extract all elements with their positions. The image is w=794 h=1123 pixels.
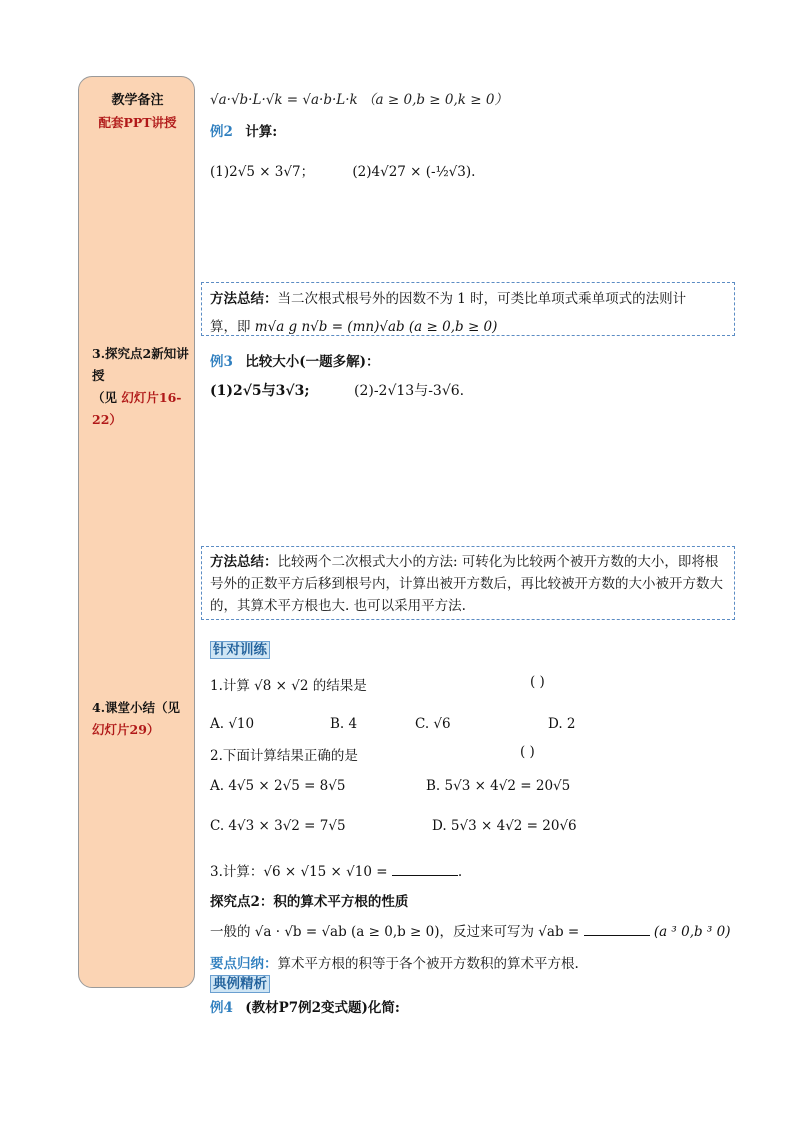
question-1-options: [210, 716, 770, 732]
method-summary-1: [201, 282, 735, 336]
typical-label: 典例精析: [210, 975, 270, 993]
formula-top-cond: （a ≥ 0,b ≥ 0,k ≥ 0）: [362, 92, 508, 108]
q1-text: 1.计算 √8 × √2 的结果是: [210, 678, 367, 694]
sidebar-subtitle: 配套PPT讲授: [98, 115, 177, 130]
ex4-text: (教材P7例2变式题)化简:: [245, 1000, 400, 1016]
question-3: [210, 860, 462, 880]
q2-option-c: C. 4√3 × 3√2 = 7√5: [210, 818, 346, 834]
question-1: [210, 674, 545, 694]
ex2-p1: (1)2√5 × 3√7；: [210, 164, 315, 180]
sidebar-title: 教学备注: [111, 93, 164, 108]
section4-ref: 幻灯片29）: [92, 722, 160, 737]
sidebar-section-4: [92, 697, 190, 741]
q3-text: 3.计算：√6 × √15 × √10 =: [210, 864, 388, 880]
ex3-title: 比较大小(一题多解)：: [245, 354, 380, 370]
q1-option-a: A. √10: [210, 716, 255, 732]
ex4-label: 例4: [210, 1000, 233, 1016]
explore2-blank: [584, 935, 650, 936]
ex2-p2: (2)4√27 × (-½√3).: [352, 164, 476, 180]
explore2-cond: (a ³ 0,b ³ 0): [653, 924, 731, 940]
section4-label: 4.课堂小结（见: [92, 700, 181, 715]
key-point-summary: [210, 952, 579, 972]
example-4: [210, 996, 400, 1016]
ex3-p1: (1)2√5与3√3;: [210, 383, 310, 399]
explore-point-2-text: [210, 920, 731, 940]
method2-text: 比较两个二次根式大小的方法: 可转化为比较两个被开方数的大小，即将根号外的正数平方后移到根号内，计算出被开方数后，再比较被开方数的大小被开方数大的，其算术平方根也大. 也可以采用平方法.: [210, 554, 723, 614]
section3-ref: 幻灯片16-22）: [92, 390, 182, 427]
sidebar-section-3: [92, 343, 190, 431]
training-section: [210, 638, 270, 658]
method1-text2: 算，即: [210, 319, 251, 335]
question-2-options-cd: [210, 818, 770, 834]
q1-option-c: C. √6: [415, 716, 451, 732]
q1-option-b: B. 4: [330, 716, 358, 732]
example-2-problems: [210, 160, 475, 180]
explore-point-2-title: 探究点2：积的算术平方根的性质: [210, 894, 409, 910]
q1-paren: ( ): [530, 674, 545, 690]
question-2: [210, 744, 535, 764]
q2-paren: ( ): [520, 744, 535, 760]
typical-examples-section: [210, 972, 270, 992]
ex2-label: 例2: [210, 124, 233, 140]
keypoint-text: 算术平方根的积等于各个被开方数积的算术平方根.: [277, 956, 579, 972]
method1-label: 方法总结：: [210, 291, 278, 307]
q2-text: 2.下面计算结果正确的是: [210, 748, 358, 764]
q2-option-b: B. 5√3 × 4√2 = 20√5: [426, 778, 571, 794]
example-2-header: [210, 120, 277, 140]
keypoint-label: 要点归纳：: [210, 956, 278, 972]
q1-option-d: D. 2: [548, 716, 576, 732]
ex2-title: 计算:: [245, 124, 278, 140]
method1-formula: m√a g n√b = (mn)√ab (a ≥ 0,b ≥ 0): [254, 319, 498, 335]
ex3-label: 例3: [210, 354, 233, 370]
method2-label: 方法总结：: [210, 554, 278, 570]
section3-label: 3.探究点2新知讲授: [92, 346, 189, 383]
explore2-text: 一般的 √a · √b = √ab (a ≥ 0,b ≥ 0)，反过来可写为 √ab =: [210, 924, 580, 940]
formula-top-expr: √a·√b·L·√k = √a·b·L·k: [210, 92, 358, 108]
q2-option-d: D. 5√3 × 4√2 = 20√6: [432, 818, 577, 834]
ex3-p2: (2)-2√13与-3√6.: [353, 383, 465, 399]
method-summary-2: [201, 546, 735, 620]
q2-option-a: A. 4√5 × 2√5 = 8√5: [210, 778, 346, 794]
formula-top: [210, 88, 508, 108]
training-label: 针对训练: [210, 641, 270, 659]
section3-ref-prefix: （见: [92, 390, 118, 405]
q3-blank: [392, 875, 458, 876]
example-3-problems: [210, 380, 464, 400]
question-2-options-ab: [210, 778, 770, 794]
method1-text: 当二次根式根号外的因数不为 1 时，可类比单项式乘单项式的法则计: [277, 291, 687, 307]
example-3-header: [210, 350, 379, 370]
teaching-notes-sidebar: [78, 76, 195, 988]
q3-end: .: [457, 864, 463, 880]
